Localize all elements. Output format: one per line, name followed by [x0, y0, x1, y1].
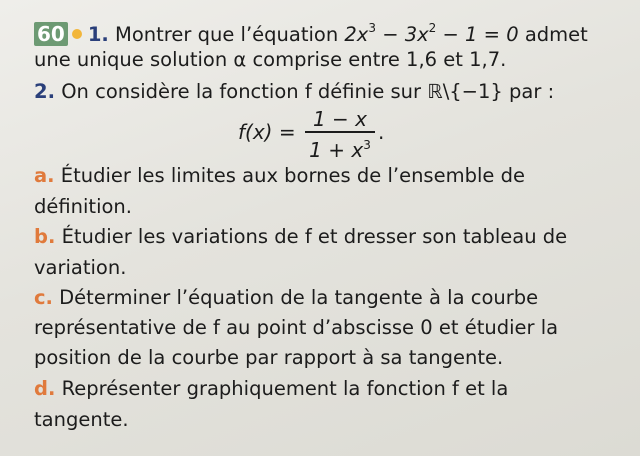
part-a-text: Étudier les limites aux bornes de l’ensemble de	[60, 164, 525, 187]
part-d-text: Représenter graphiquement la fonction f et la	[61, 377, 509, 400]
part-a-letter: a.	[34, 164, 55, 187]
question-1-equation: $2x^3 - 3x^2 - 1 = 0$	[344, 21, 519, 46]
part-c-letter: c.	[34, 286, 53, 309]
part-d-line-2: tangente.	[34, 408, 129, 431]
formula-denominator: $1 + x^3$	[309, 138, 371, 162]
part-c-line-2: représentative de f au point d’abscisse 0 et étudier la	[34, 316, 559, 339]
difficulty-dot-icon	[72, 29, 82, 39]
question-1-number: 1.	[87, 23, 109, 46]
formula-numerator: 1 − x	[312, 107, 368, 131]
question-2-number: 2.	[34, 80, 55, 103]
formula-fraction	[305, 108, 375, 161]
question-1-line-2: une unique solution α comprise entre 1,6 et 1,7.	[34, 48, 507, 71]
question-1-text: Montrer que l’équation	[115, 23, 339, 46]
question-2-line	[34, 80, 554, 104]
fraction-bar	[305, 131, 375, 133]
part-b-line-2: variation.	[34, 256, 127, 279]
part-a-line-2: définition.	[34, 195, 132, 218]
part-c-text: Déterminer l’équation de la tangente à la courbe	[59, 286, 539, 309]
part-b-text: Étudier les variations de f et dresser son tableau de	[61, 225, 568, 248]
question-2-text: On considère la fonction f définie sur ℝ\{−1} par :	[61, 80, 555, 103]
question-1-line-1	[34, 16, 588, 47]
part-c-line-3: position de la courbe par rapport à sa tangente.	[34, 346, 504, 369]
formula-lhs: f(x) =	[238, 120, 296, 144]
part-b-letter: b.	[34, 225, 56, 248]
part-a-line-1	[34, 164, 525, 188]
part-c-line-1	[34, 286, 538, 310]
part-b-line-1	[34, 225, 567, 249]
formula-end: .	[378, 120, 385, 144]
part-d-letter: d.	[34, 377, 56, 400]
part-d-line-1	[34, 377, 508, 401]
question-1-text-end: admet	[524, 23, 588, 46]
exercise-number-badge: 60	[34, 22, 68, 46]
